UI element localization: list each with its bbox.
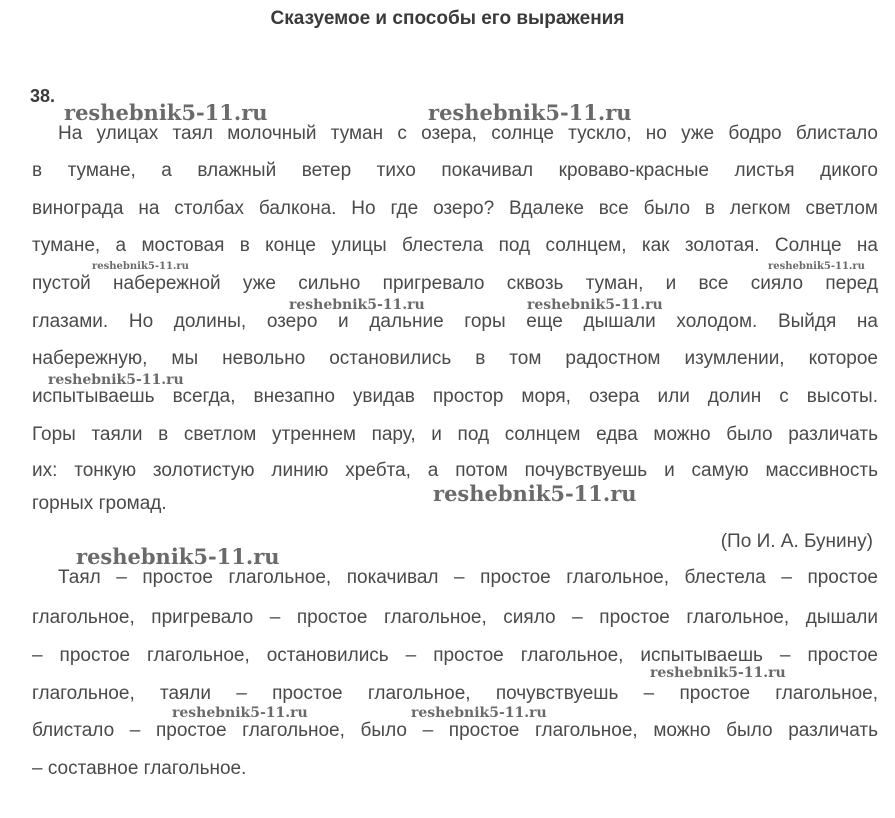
answer-line: – простое глагольное, остановились – простое глагольное, испытываешь – простое	[32, 645, 878, 666]
answer-line: – составное глагольное.	[32, 758, 247, 779]
text-line: винограда на столбах балкона. Но где озеро? Вдалеке все было в легком светлом	[32, 198, 878, 219]
watermark: reshebnik5-11.ru	[411, 705, 547, 721]
text-line: пустой набережной уже сильно пригревало сквозь туман, и все сияло перед	[32, 273, 878, 294]
answer-line: глагольное, пригревало – простое глагольное, сияло – простое глагольное, дышали	[32, 607, 878, 628]
watermark: reshebnik5-11.ru	[433, 481, 637, 506]
watermark: reshebnik5-11.ru	[650, 665, 786, 681]
watermark: reshebnik5-11.ru	[64, 100, 268, 125]
answer-line: блистало – простое глагольное, было – простое глагольное, можно было различать	[32, 720, 878, 741]
text-line: испытываешь всегда, внезапно увидав простор моря, озера или долин с высоты.	[32, 386, 878, 407]
text-line: тумане, а мостовая в конце улицы блестела под солнцем, как золотая. Солнце на	[32, 235, 878, 256]
text-line: глазами. Но долины, озеро и дальние горы еще дышали холодом. Выйдя на	[32, 311, 878, 332]
exercise-number: 38.	[30, 86, 56, 106]
watermark: reshebnik5-11.ru	[48, 372, 184, 388]
watermark: reshebnik5-11.ru	[172, 705, 308, 721]
text-line: их: тонкую золотистую линию хребта, а потом почувствуешь и самую массивность	[32, 460, 878, 481]
page-title: Сказуемое и способы его выражения	[270, 8, 625, 29]
watermark: reshebnik5-11.ru	[289, 297, 425, 313]
text-line: На улицах таял молочный туман с озера, солнце тускло, но уже бодро блистало	[58, 123, 878, 144]
watermark: reshebnik5-11.ru	[428, 100, 632, 125]
author-attribution: (По И. А. Бунину)	[720, 531, 873, 552]
text-line: Горы таяли в светлом утреннем пару, и под солнцем едва можно было различать	[32, 424, 878, 445]
text-line: набережную, мы невольно остановились в том радостном изумлении, которое	[32, 348, 878, 369]
answer-line: глагольное, таяли – простое глагольное, почувствуешь – простое глагольное,	[32, 683, 878, 704]
text-line: горных громад.	[32, 493, 167, 514]
watermark: reshebnik5-11.ru	[527, 297, 663, 313]
answer-line: Таял – простое глагольное, покачивал – простое глагольное, блестела – простое	[58, 567, 878, 588]
text-line: в тумане, а влажный ветер тихо покачивал кроваво-красные листья дикого	[32, 160, 878, 181]
watermark: reshebnik5-11.ru	[768, 261, 865, 272]
watermark: reshebnik5-11.ru	[92, 261, 189, 272]
watermark: reshebnik5-11.ru	[76, 544, 280, 569]
